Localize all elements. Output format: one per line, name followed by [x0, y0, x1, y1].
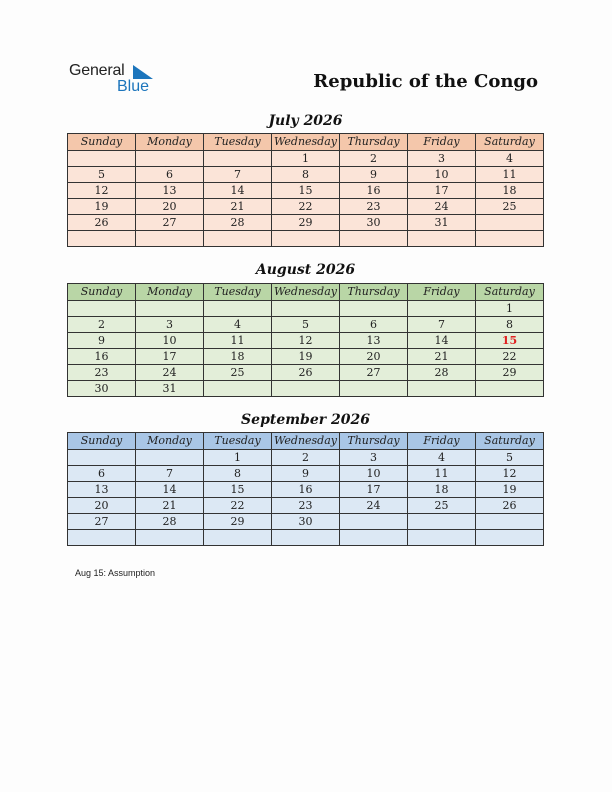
- weekday-header-wednesday: Wednesday: [272, 284, 340, 301]
- week-row: [68, 365, 544, 381]
- empty-day-cell: [204, 381, 272, 397]
- empty-day-cell: [408, 381, 476, 397]
- day-cell: 20: [68, 498, 136, 514]
- day-cell: 21: [408, 349, 476, 365]
- empty-day-cell: [204, 231, 272, 247]
- weekday-header-row: [68, 433, 544, 450]
- empty-day-cell: [408, 514, 476, 530]
- empty-day-cell: [204, 530, 272, 546]
- weekday-header-monday: Monday: [136, 284, 204, 301]
- empty-day-cell: [272, 301, 340, 317]
- day-cell: 31: [408, 215, 476, 231]
- day-cell: 8: [272, 167, 340, 183]
- holiday-day-cell: 15: [476, 333, 544, 349]
- empty-day-cell: [340, 231, 408, 247]
- day-cell: 10: [408, 167, 476, 183]
- day-cell: 13: [68, 482, 136, 498]
- weekday-header-monday: Monday: [136, 134, 204, 151]
- day-cell: 14: [136, 482, 204, 498]
- weekday-header-saturday: Saturday: [476, 433, 544, 450]
- day-cell: 24: [408, 199, 476, 215]
- month-title-august: August 2026: [255, 262, 356, 278]
- day-cell: 26: [476, 498, 544, 514]
- weekday-header-thursday: Thursday: [340, 134, 408, 151]
- empty-day-cell: [272, 231, 340, 247]
- day-cell: 10: [136, 333, 204, 349]
- empty-day-cell: [136, 151, 204, 167]
- day-cell: 14: [408, 333, 476, 349]
- weekday-header-sunday: Sunday: [68, 134, 136, 151]
- day-cell: 28: [204, 215, 272, 231]
- empty-day-cell: [204, 151, 272, 167]
- weekday-header-wednesday: Wednesday: [272, 433, 340, 450]
- day-cell: 14: [204, 183, 272, 199]
- empty-day-cell: [340, 530, 408, 546]
- day-cell: 15: [204, 482, 272, 498]
- empty-day-cell: [204, 301, 272, 317]
- weekday-header-saturday: Saturday: [476, 284, 544, 301]
- calendar-body: [68, 151, 544, 247]
- weekday-header-row: [68, 134, 544, 151]
- day-cell: 16: [68, 349, 136, 365]
- day-cell: 25: [408, 498, 476, 514]
- day-cell: 5: [476, 450, 544, 466]
- day-cell: 24: [136, 365, 204, 381]
- day-cell: 31: [136, 381, 204, 397]
- week-row: [68, 183, 544, 199]
- empty-day-cell: [408, 231, 476, 247]
- day-cell: 17: [408, 183, 476, 199]
- holiday-note: Aug 15: Assumption: [75, 568, 156, 578]
- day-cell: 20: [136, 199, 204, 215]
- day-cell: 17: [136, 349, 204, 365]
- day-cell: 8: [204, 466, 272, 482]
- day-cell: 9: [272, 466, 340, 482]
- weekday-header-sunday: Sunday: [68, 433, 136, 450]
- day-cell: 22: [476, 349, 544, 365]
- day-cell: 7: [408, 317, 476, 333]
- day-cell: 5: [272, 317, 340, 333]
- weekday-header-monday: Monday: [136, 433, 204, 450]
- weekday-row: [68, 284, 544, 301]
- empty-day-cell: [408, 530, 476, 546]
- month-title-september: September 2026: [241, 412, 370, 428]
- day-cell: 19: [272, 349, 340, 365]
- day-cell: 6: [68, 466, 136, 482]
- week-row: [68, 514, 544, 530]
- day-cell: 7: [136, 466, 204, 482]
- calendar-july: [67, 133, 544, 247]
- week-row: [68, 333, 544, 349]
- day-cell: 9: [68, 333, 136, 349]
- day-cell: 6: [136, 167, 204, 183]
- week-row: [68, 482, 544, 498]
- day-cell: 26: [68, 215, 136, 231]
- empty-day-cell: [136, 301, 204, 317]
- brand-logo: [69, 62, 169, 96]
- empty-day-cell: [340, 514, 408, 530]
- empty-day-cell: [476, 514, 544, 530]
- day-cell: 3: [340, 450, 408, 466]
- empty-day-cell: [68, 151, 136, 167]
- day-cell: 13: [340, 333, 408, 349]
- week-row: [68, 466, 544, 482]
- week-row: [68, 231, 544, 247]
- day-cell: 27: [68, 514, 136, 530]
- day-cell: 19: [68, 199, 136, 215]
- day-cell: 17: [340, 482, 408, 498]
- day-cell: 18: [476, 183, 544, 199]
- day-cell: 12: [68, 183, 136, 199]
- day-cell: 18: [204, 349, 272, 365]
- day-cell: 2: [340, 151, 408, 167]
- weekday-header-thursday: Thursday: [340, 284, 408, 301]
- day-cell: 18: [408, 482, 476, 498]
- day-cell: 30: [68, 381, 136, 397]
- weekday-header-friday: Friday: [408, 134, 476, 151]
- day-cell: 1: [476, 301, 544, 317]
- day-cell: 11: [476, 167, 544, 183]
- weekday-header-thursday: Thursday: [340, 433, 408, 450]
- logo-triangle-icon: [133, 65, 153, 79]
- empty-day-cell: [272, 530, 340, 546]
- day-cell: 28: [408, 365, 476, 381]
- day-cell: 23: [68, 365, 136, 381]
- empty-day-cell: [340, 301, 408, 317]
- day-cell: 27: [136, 215, 204, 231]
- day-cell: 4: [408, 450, 476, 466]
- day-cell: 6: [340, 317, 408, 333]
- empty-day-cell: [408, 301, 476, 317]
- day-cell: 11: [204, 333, 272, 349]
- day-cell: 8: [476, 317, 544, 333]
- week-row: [68, 530, 544, 546]
- day-cell: 30: [340, 215, 408, 231]
- day-cell: 16: [272, 482, 340, 498]
- day-cell: 11: [408, 466, 476, 482]
- day-cell: 12: [476, 466, 544, 482]
- calendar-body: [68, 450, 544, 546]
- day-cell: 5: [68, 167, 136, 183]
- week-row: [68, 349, 544, 365]
- day-cell: 22: [204, 498, 272, 514]
- day-cell: 25: [204, 365, 272, 381]
- calendar-august: [67, 283, 544, 397]
- day-cell: 20: [340, 349, 408, 365]
- logo-text-general: General: [69, 62, 125, 79]
- month-title-july: July 2026: [268, 113, 343, 129]
- empty-day-cell: [68, 231, 136, 247]
- day-cell: 30: [272, 514, 340, 530]
- weekday-header-friday: Friday: [408, 284, 476, 301]
- day-cell: 4: [204, 317, 272, 333]
- empty-day-cell: [340, 381, 408, 397]
- day-cell: 1: [272, 151, 340, 167]
- day-cell: 23: [272, 498, 340, 514]
- weekday-header-sunday: Sunday: [68, 284, 136, 301]
- day-cell: 22: [272, 199, 340, 215]
- day-cell: 19: [476, 482, 544, 498]
- weekday-header-saturday: Saturday: [476, 134, 544, 151]
- day-cell: 21: [136, 498, 204, 514]
- empty-day-cell: [476, 231, 544, 247]
- week-row: [68, 167, 544, 183]
- day-cell: 7: [204, 167, 272, 183]
- weekday-row: [68, 433, 544, 450]
- empty-day-cell: [136, 530, 204, 546]
- day-cell: 1: [204, 450, 272, 466]
- day-cell: 16: [340, 183, 408, 199]
- day-cell: 29: [272, 215, 340, 231]
- empty-day-cell: [68, 530, 136, 546]
- logo-text-blue: Blue: [117, 78, 150, 95]
- day-cell: 28: [136, 514, 204, 530]
- day-cell: 10: [340, 466, 408, 482]
- day-cell: 12: [272, 333, 340, 349]
- weekday-header-friday: Friday: [408, 433, 476, 450]
- weekday-header-row: [68, 284, 544, 301]
- day-cell: 13: [136, 183, 204, 199]
- day-cell: 2: [68, 317, 136, 333]
- week-row: [68, 151, 544, 167]
- day-cell: 27: [340, 365, 408, 381]
- empty-day-cell: [476, 381, 544, 397]
- weekday-header-tuesday: Tuesday: [204, 433, 272, 450]
- day-cell: 4: [476, 151, 544, 167]
- day-cell: 25: [476, 199, 544, 215]
- week-row: [68, 215, 544, 231]
- weekday-header-tuesday: Tuesday: [204, 134, 272, 151]
- day-cell: 15: [272, 183, 340, 199]
- day-cell: 21: [204, 199, 272, 215]
- day-cell: 29: [476, 365, 544, 381]
- week-row: [68, 301, 544, 317]
- day-cell: 23: [340, 199, 408, 215]
- empty-day-cell: [136, 450, 204, 466]
- day-cell: 2: [272, 450, 340, 466]
- week-row: [68, 317, 544, 333]
- day-cell: 9: [340, 167, 408, 183]
- calendar-body: [68, 301, 544, 397]
- empty-day-cell: [136, 231, 204, 247]
- week-row: [68, 450, 544, 466]
- day-cell: 3: [136, 317, 204, 333]
- empty-day-cell: [476, 215, 544, 231]
- day-cell: 3: [408, 151, 476, 167]
- country-title: Republic of the Congo: [313, 71, 538, 92]
- week-row: [68, 199, 544, 215]
- day-cell: 24: [340, 498, 408, 514]
- empty-day-cell: [68, 450, 136, 466]
- empty-day-cell: [272, 381, 340, 397]
- weekday-row: [68, 134, 544, 151]
- empty-day-cell: [68, 301, 136, 317]
- weekday-header-wednesday: Wednesday: [272, 134, 340, 151]
- empty-day-cell: [476, 530, 544, 546]
- week-row: [68, 498, 544, 514]
- calendar-september: [67, 432, 544, 546]
- weekday-header-tuesday: Tuesday: [204, 284, 272, 301]
- day-cell: 29: [204, 514, 272, 530]
- week-row: [68, 381, 544, 397]
- day-cell: 26: [272, 365, 340, 381]
